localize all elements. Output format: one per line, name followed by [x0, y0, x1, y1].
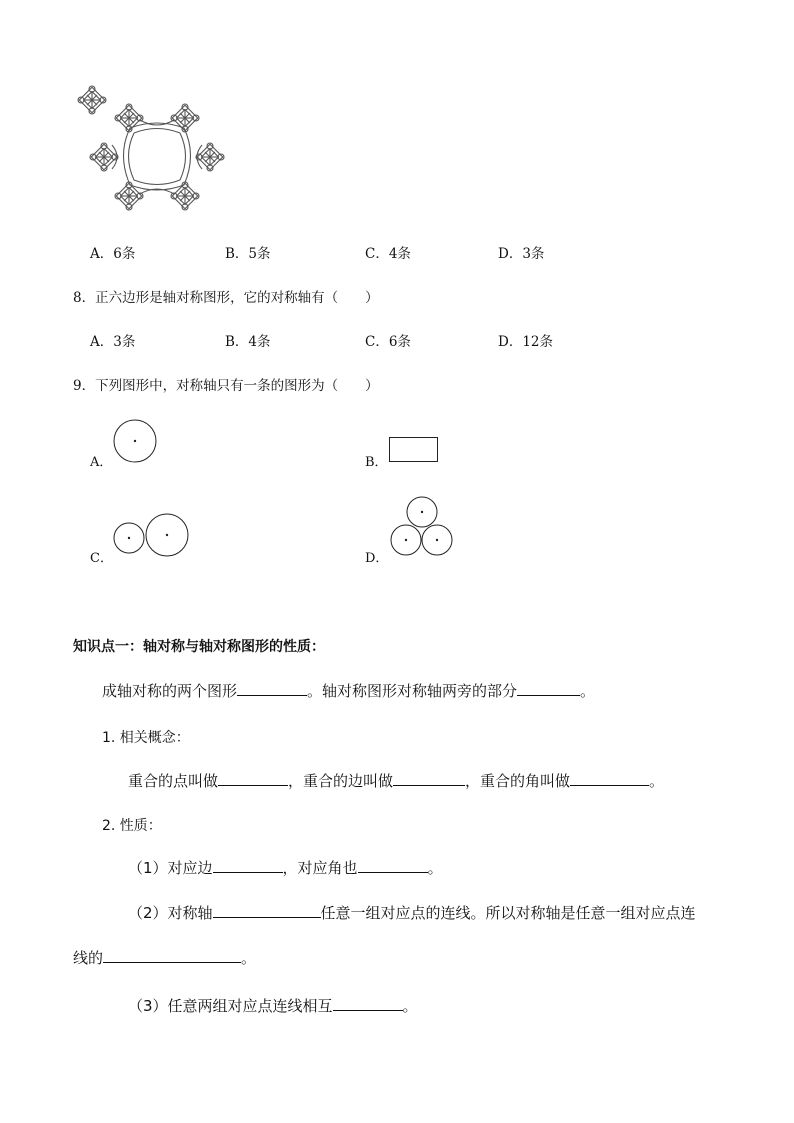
q9-stem: 9．下列图形中，对称轴只有一条的图形为（ ）: [73, 378, 379, 394]
blank-1[interactable]: [237, 681, 307, 696]
q9-label-c: C．: [90, 551, 113, 566]
q7-option-a: A．6条: [90, 246, 136, 262]
line1-text-a: 成轴对称的两个图形: [102, 682, 238, 700]
p2-text-d: 。: [241, 949, 257, 967]
q7-option-c: C．4条: [365, 246, 411, 262]
concept-line: [128, 770, 664, 791]
property-2-line-cont: [73, 947, 256, 968]
concept-text-c: ，重合的角叫做: [465, 772, 571, 790]
p3-text-a: （3）任意两组对应点连线相互: [128, 997, 333, 1015]
chinese-knot-figure: [92, 100, 222, 215]
p2-text-b: 任意一组对应点的连线。所以对称轴是任意一组对应点连: [320, 904, 696, 922]
q8-option-b: B．4条: [225, 334, 271, 350]
blank-4[interactable]: [393, 771, 465, 786]
blank-2[interactable]: [517, 681, 580, 696]
q9-figure-b-rectangle: [389, 437, 439, 463]
p3-text-b: 。: [402, 997, 418, 1015]
q9-label-d: D．: [365, 551, 389, 566]
q8-option-a: A．3条: [90, 334, 136, 350]
blank-6[interactable]: [213, 858, 283, 873]
property-1-line: [128, 857, 443, 878]
blank-8[interactable]: [213, 903, 321, 918]
q8-option-d: D．12条: [498, 334, 554, 350]
q8-stem: 8．正六边形是轴对称图形，它的对称轴有（ ）: [73, 290, 379, 306]
p1-text-a: （1）对应边: [128, 859, 213, 877]
p2-text-c: 线的: [73, 949, 104, 967]
p2-text-a: （2）对称轴: [128, 904, 213, 922]
concept-text-a: 重合的点叫做: [128, 772, 219, 790]
q9-figure-d-three-circles: [389, 496, 455, 558]
property-2-line: [128, 902, 696, 923]
knowledge-heading: 知识点一：轴对称与轴对称图形的性质：: [73, 639, 325, 655]
q9-figure-c-two-circles: [113, 513, 191, 559]
concept-title: 1. 相关概念：: [102, 730, 190, 746]
property-3-line: [128, 995, 418, 1016]
q9-label-b: B．: [365, 455, 388, 470]
line1-text-b: 。轴对称图形对称轴两旁的部分: [307, 682, 518, 700]
q9-figure-a-circle: [113, 419, 159, 465]
concept-text-b: ，重合的边叫做: [288, 772, 394, 790]
p1-text-b: ，对应角也: [282, 859, 358, 877]
blank-5[interactable]: [570, 771, 649, 786]
line1-text-c: 。: [580, 682, 596, 700]
q7-option-d: D．3条: [498, 246, 545, 262]
knowledge-line-1: [102, 680, 595, 701]
blank-10[interactable]: [333, 996, 403, 1011]
p1-text-c: 。: [427, 859, 443, 877]
q8-option-c: C．6条: [365, 334, 411, 350]
q7-option-b: B．5条: [225, 246, 271, 262]
q9-label-a: A．: [90, 455, 113, 470]
property-title: 2. 性质：: [102, 818, 162, 834]
concept-text-d: 。: [649, 772, 665, 790]
blank-3[interactable]: [218, 771, 288, 786]
blank-7[interactable]: [358, 858, 428, 873]
blank-9[interactable]: [103, 948, 241, 963]
